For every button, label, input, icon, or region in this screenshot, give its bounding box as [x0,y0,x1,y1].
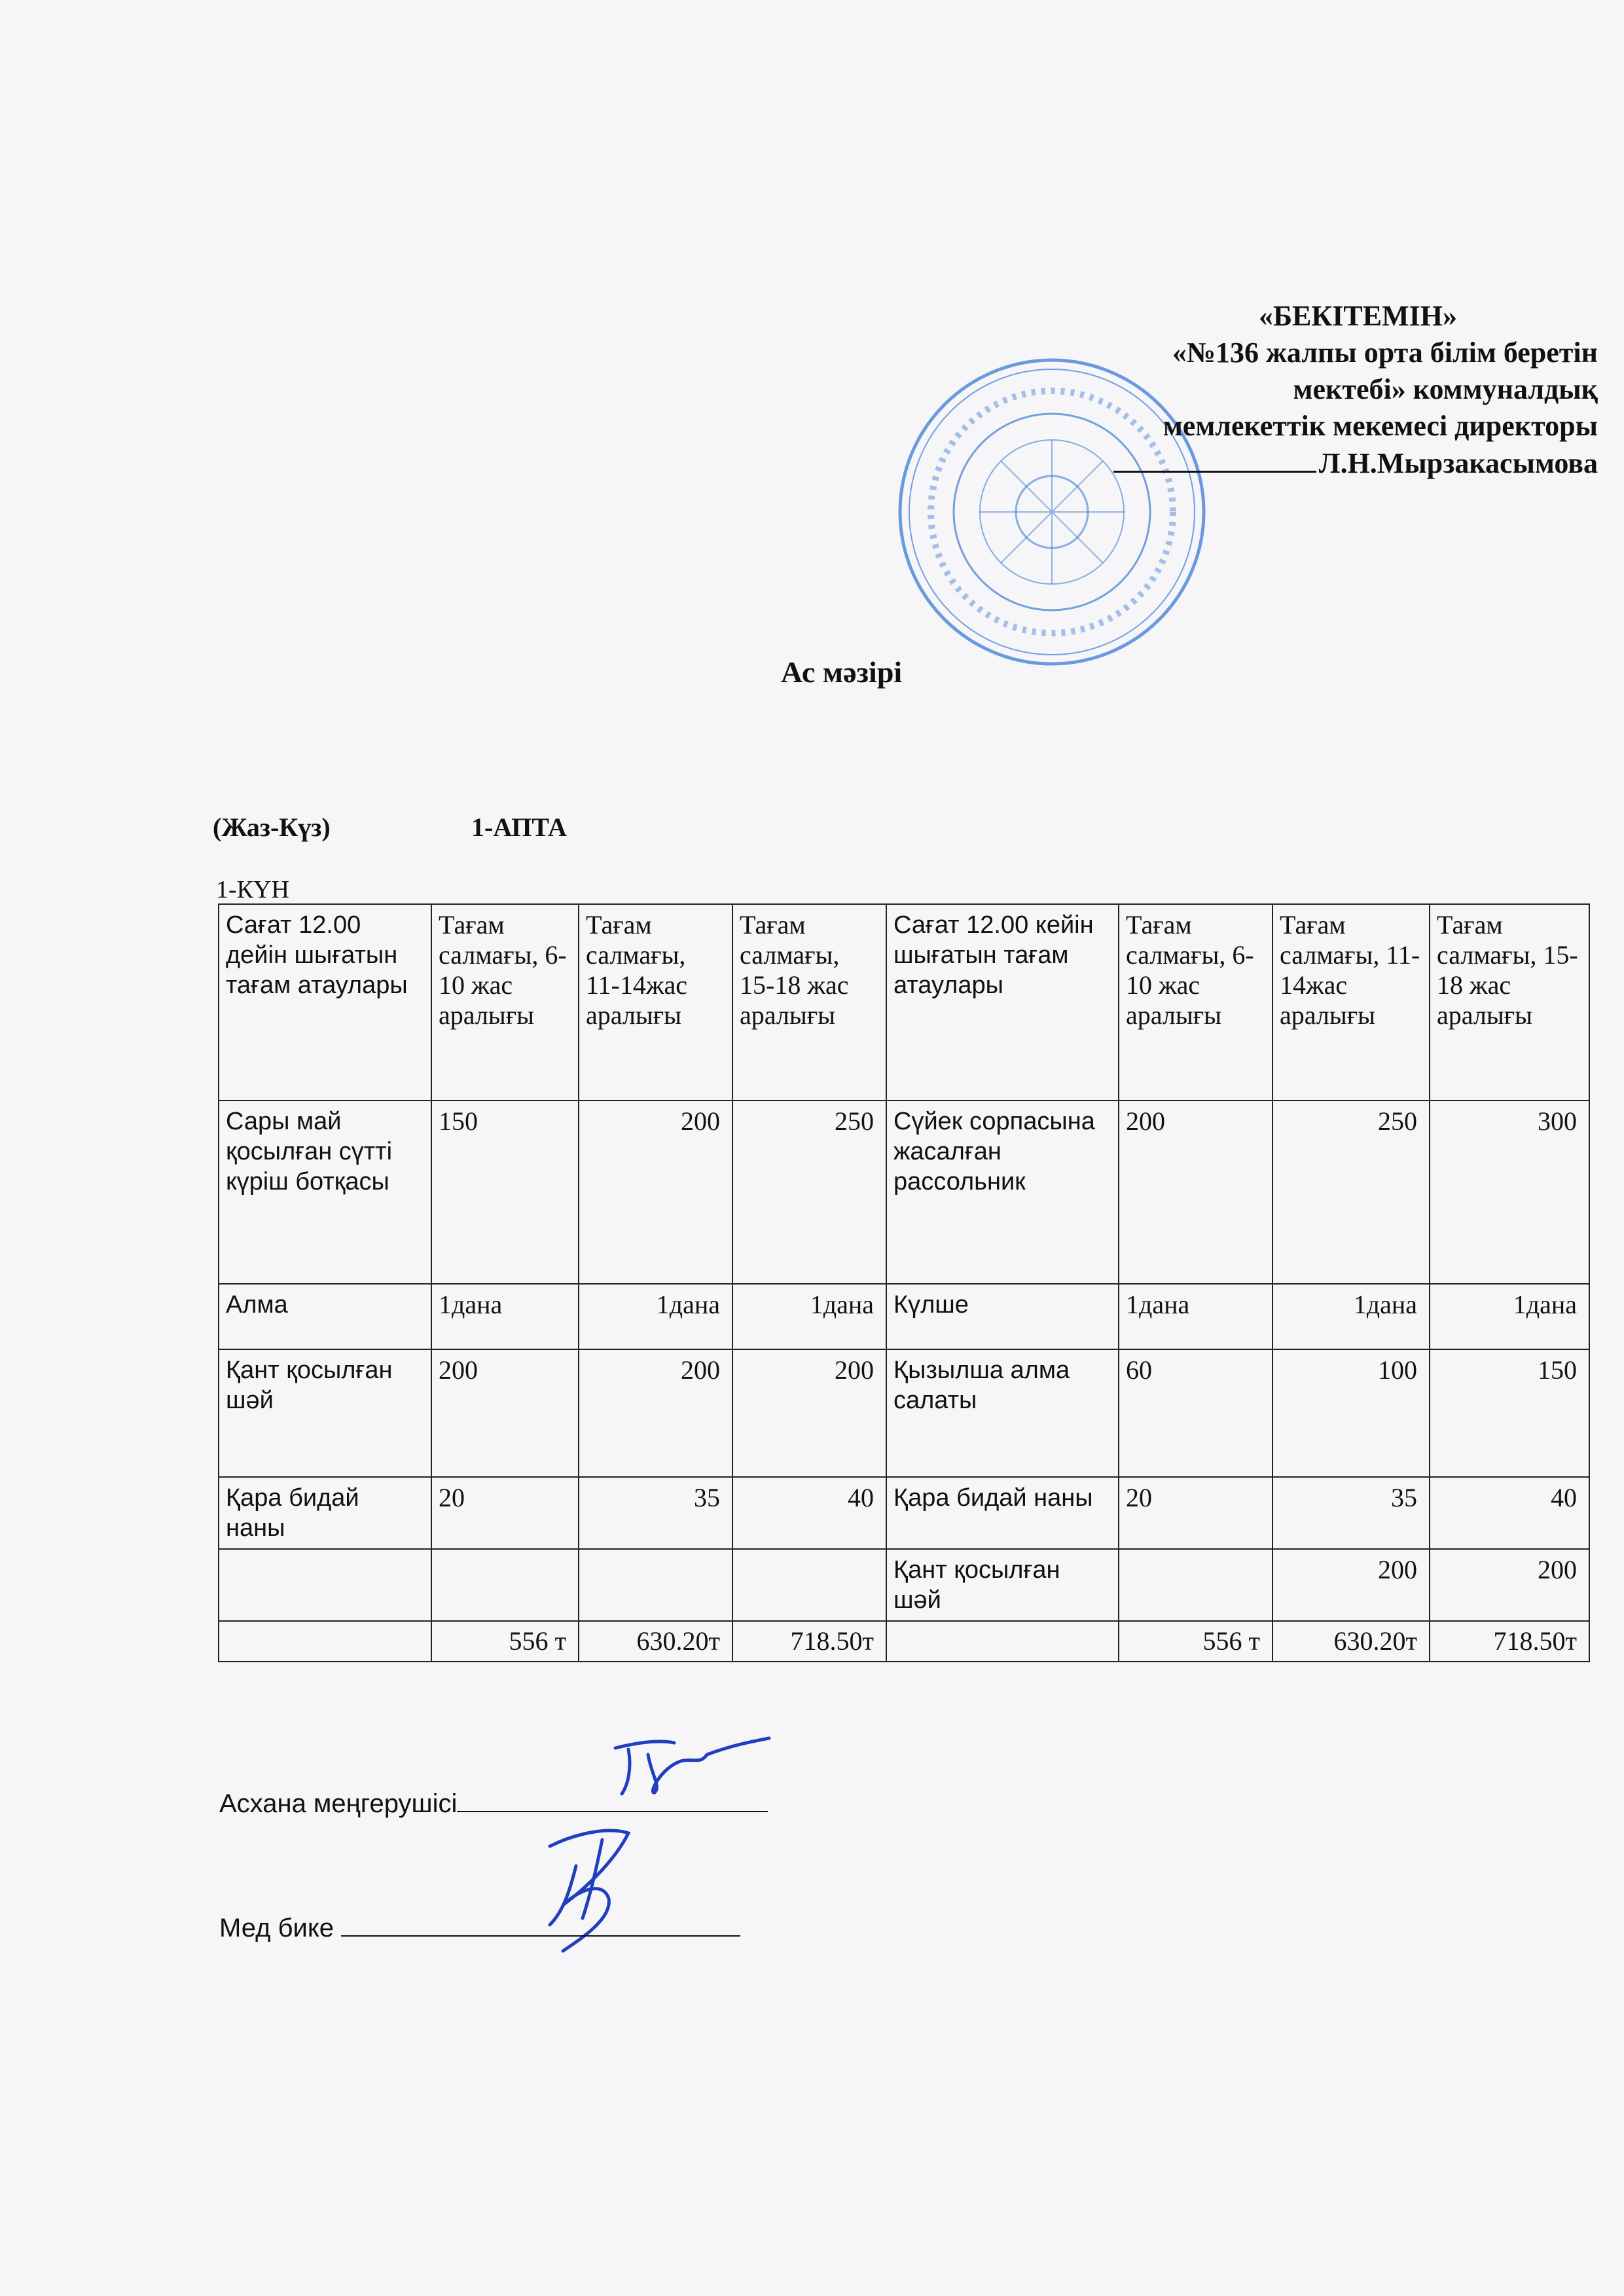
approval-line-1: «№136 жалпы орта білім беретін [1172,337,1598,369]
value-cell: 150 [1430,1349,1589,1477]
menu-table [218,903,1590,1662]
dish-cell: Қара бидай наны [886,1477,1119,1549]
value-cell [579,1549,732,1621]
dish-cell: Қара бидай наны [219,1477,431,1549]
value-cell: 250 [1272,1101,1430,1284]
dish-cell: Қызылша алма салаты [886,1349,1119,1477]
week-label: 1-АПТА [471,812,567,842]
value-cell: 35 [1272,1477,1430,1549]
total-cell: 556 т [431,1621,579,1662]
value-cell: 250 [732,1101,886,1284]
header-cell: Тағам салмағы, 11-14жас аралығы [1272,904,1430,1101]
dish-cell: Күлше [886,1284,1119,1349]
value-cell [431,1549,579,1621]
total-cell [219,1621,431,1662]
cook-signature-line [457,1787,768,1812]
header-cell: Тағам салмағы, 15-18 жас аралығы [732,904,886,1101]
table-row [219,1477,1589,1549]
nurse-label: Мед бике [219,1914,342,1942]
value-cell: 1дана [732,1284,886,1349]
table-row [219,1549,1589,1621]
value-cell: 200 [1272,1549,1430,1621]
value-cell: 200 [431,1349,579,1477]
header-cell: Тағам салмағы, 11-14жас аралығы [579,904,732,1101]
header-cell: Тағам салмағы, 15-18 жас аралығы [1430,904,1589,1101]
value-cell [1119,1549,1272,1621]
value-cell: 100 [1272,1349,1430,1477]
value-cell: 300 [1430,1101,1589,1284]
value-cell: 1дана [1119,1284,1272,1349]
approval-block [1009,298,1598,482]
header-cell: Сағат 12.00 кейін шығатын тағам атаулары [886,904,1119,1101]
value-cell: 60 [1119,1349,1272,1477]
dish-cell: Сүйек сорпасына жасалған рассольник [886,1101,1119,1284]
total-cell: 556 т [1119,1621,1272,1662]
nurse-signature-field [219,1912,740,1943]
value-cell: 200 [579,1349,732,1477]
value-cell: 1дана [579,1284,732,1349]
director-signature-line [1113,445,1316,473]
value-cell: 40 [1430,1477,1589,1549]
approval-heading: «БЕКІТЕМІН» [1258,300,1457,332]
day-label: 1-КҮН [216,876,289,903]
value-cell: 200 [732,1349,886,1477]
value-cell: 20 [1119,1477,1272,1549]
value-cell: 20 [431,1477,579,1549]
value-cell: 35 [579,1477,732,1549]
value-cell: 200 [1119,1101,1272,1284]
total-cell: 630.20т [1272,1621,1430,1662]
total-cell: 718.50т [732,1621,886,1662]
value-cell: 1дана [1430,1284,1589,1349]
total-cell [886,1621,1119,1662]
approval-line-3: мемлекеттік мекемесі директоры [1163,410,1598,442]
approval-signer: Л.Н.Мырзакасымова [1318,447,1598,479]
approval-line-2: мектебі» коммуналдық [1293,373,1598,405]
dish-cell: Қант қосылған шәй [219,1349,431,1477]
total-cell: 718.50т [1430,1621,1589,1662]
dish-cell [219,1549,431,1621]
header-cell: Тағам салмағы, 6-10 жас аралығы [431,904,579,1101]
cook-label: Асхана меңгерушісі [219,1789,458,1818]
table-header-row [219,904,1589,1101]
dish-cell: Қант қосылған шәй [886,1549,1119,1621]
value-cell: 150 [431,1101,579,1284]
season-label: (Жаз-Күз) [213,812,331,842]
header-cell: Тағам салмағы, 6-10 жас аралығы [1119,904,1272,1101]
value-cell: 40 [732,1477,886,1549]
value-cell: 200 [579,1101,732,1284]
page-title: Ас мәзірі [780,655,903,689]
header-cell: Сағат 12.00 дейін шығатын тағам атаулары [219,904,431,1101]
value-cell: 1дана [431,1284,579,1349]
value-cell: 1дана [1272,1284,1430,1349]
value-cell: 200 [1430,1549,1589,1621]
table-total-row [219,1621,1589,1662]
table-row [219,1101,1589,1284]
dish-cell: Сары май қосылған сүтті күріш ботқасы [219,1101,431,1284]
approval-signer-line [1009,445,1598,482]
value-cell [732,1549,886,1621]
total-cell: 630.20т [579,1621,732,1662]
cook-signature-field [219,1787,768,1819]
nurse-signature-line [341,1912,740,1937]
table-row [219,1349,1589,1477]
table-row [219,1284,1589,1349]
dish-cell: Алма [219,1284,431,1349]
